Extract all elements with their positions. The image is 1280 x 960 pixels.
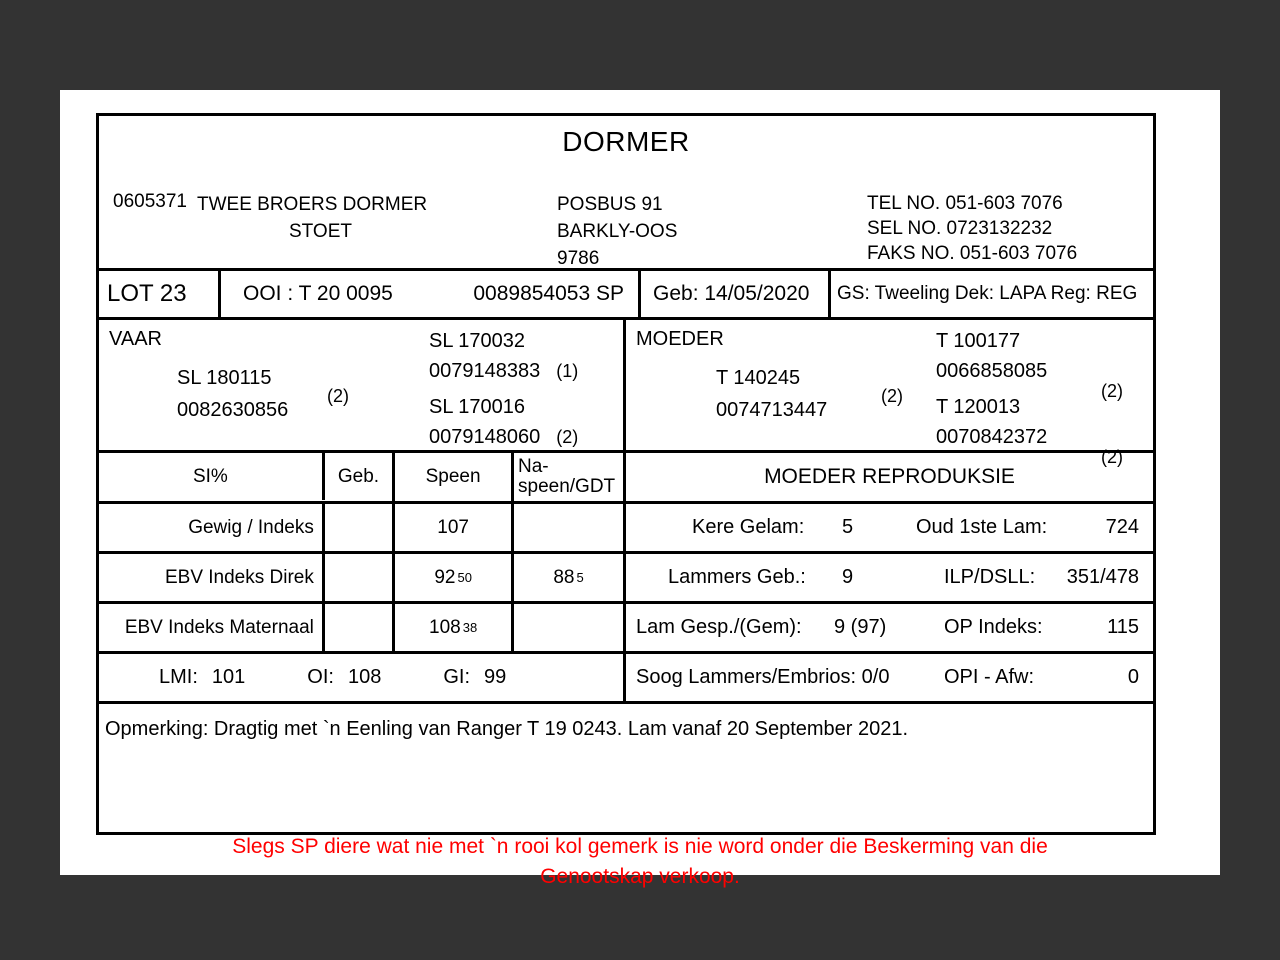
sire-dam-block [429, 392, 578, 452]
lam-gesp-value: 9 (97) [834, 616, 887, 638]
ebv-maternal-speen-value: 108 [429, 616, 461, 638]
lot-row [99, 268, 1153, 317]
repro-title: MOEDER REPRODUKSIE [626, 453, 1153, 504]
ebv-direct-speen-acc: 50 [457, 570, 472, 585]
member-code: 0605371 [113, 191, 187, 212]
ebv-direct-naspeen [514, 554, 623, 601]
ewe-id-label: OOI : T 20 0095 [243, 282, 393, 305]
fax-number: FAKS NO. 051-603 7076 [867, 243, 1078, 264]
index-table [99, 453, 626, 701]
weight-index-naspeen [514, 504, 623, 551]
address-line2: BARKLY-OOS [557, 221, 678, 242]
repro-row [626, 654, 1153, 701]
dam-id: T 140245 [716, 367, 801, 389]
sire-dam-rank: (2) [556, 427, 579, 447]
ilp-dsll-label: ILP/DSLL: [944, 566, 1036, 588]
contact-details [867, 191, 1077, 266]
dam-sire-rank: (2) [1101, 381, 1123, 401]
dam-sire-number: 0066858085 [936, 360, 1048, 382]
dam-identity [716, 362, 903, 426]
sire-id: SL 180115 [177, 367, 272, 389]
oi-label: OI: [307, 666, 334, 688]
sire-sire-id: SL 170032 [429, 330, 526, 352]
repro-row [626, 554, 1153, 604]
dam-block [626, 320, 1153, 467]
stud-name [197, 191, 427, 245]
ebv-maternal-speen-acc: 38 [462, 620, 478, 635]
birth-status: GS: Tweeling Dek: LAPA Reg: REG [837, 283, 1138, 304]
sire-sire-number: 0079148383 [429, 360, 541, 382]
ilp-dsll-value: 351/478 [1066, 566, 1139, 588]
soog-lammers-label: Soog Lammers/Embrios: 0/0 [636, 666, 890, 688]
ebv-maternal-naspeen [514, 604, 623, 651]
index-summary-row [99, 654, 623, 701]
telephone-number: TEL NO. 051-603 7076 [867, 193, 1063, 214]
footer-notice [60, 832, 1220, 892]
stud-name-line1: TWEE BROERS DORMER [197, 194, 428, 215]
animal-record-card [96, 113, 1156, 835]
dam-dam-rank: (2) [1101, 447, 1123, 467]
index-header-si: SI% [99, 453, 325, 500]
ebv-direct-naspeen-value: 88 [553, 566, 575, 588]
lot-number: LOT 23 [99, 271, 221, 317]
oud-1ste-lam-value: 724 [1105, 516, 1139, 538]
opi-afw-label: OPI - Afw: [944, 666, 1035, 688]
sire-number: 0082630856 [177, 399, 289, 421]
address-line3: 9786 [557, 248, 600, 269]
index-and-repro [99, 450, 1153, 701]
cellphone-number: SEL NO. 0723132232 [867, 218, 1053, 239]
row-label-ebv-direct: EBV Indeks Direk [99, 554, 325, 601]
header-details [99, 158, 1153, 268]
stud-name-line2: STOET [289, 221, 352, 242]
table-row [99, 554, 623, 604]
lmi-value: 101 [211, 666, 246, 688]
kere-gelam-label: Kere Gelam: [692, 516, 805, 538]
sire-title: VAAR [109, 328, 162, 350]
dam-sire-id: T 100177 [936, 330, 1021, 352]
dam-dam-block [936, 392, 1123, 467]
sire-dam-number: 0079148060 [429, 426, 541, 448]
ewe-registration-number: 0089854053 SP [473, 282, 624, 305]
opi-afw-value: 0 [1127, 666, 1139, 688]
ebv-direct-speen-value: 92 [434, 566, 456, 588]
sire-dam-id: SL 170016 [429, 396, 526, 418]
lam-gesp-label: Lam Gesp./(Gem): [636, 616, 802, 638]
dam-sire-block [936, 326, 1123, 401]
index-header-row [99, 453, 623, 504]
sire-block [99, 320, 626, 450]
oud-1ste-lam-label: Oud 1ste Lam: [916, 516, 1048, 538]
sire-sire-block [429, 326, 578, 386]
sire-rank: (2) [327, 386, 349, 406]
footer-line1: Slegs SP diere wat nie met `n rooi kol gemerk is nie word onder die Beskerming van die [232, 835, 1048, 858]
ebv-direct-naspeen-acc: 5 [576, 570, 584, 585]
index-header-naspeen: Na-speen/GDT [518, 456, 616, 497]
ewe-identity [221, 271, 641, 317]
ebv-direct-speen [395, 554, 514, 601]
lammers-geb-label: Lammers Geb.: [668, 566, 806, 588]
ebv-direct-geb [325, 554, 395, 601]
document-page [60, 90, 1220, 888]
lammers-geb-value: 9 [842, 566, 854, 588]
repro-row [626, 504, 1153, 554]
footer-line2: Genootskap verkoop. [540, 865, 740, 888]
weight-index-geb [325, 504, 395, 551]
ebv-maternal-geb [325, 604, 395, 651]
postal-address [557, 191, 677, 272]
sire-sire-rank: (1) [556, 361, 579, 381]
gi-value: 99 [484, 666, 507, 688]
repro-row [626, 604, 1153, 654]
dam-dam-number: 0070842372 [936, 426, 1048, 448]
address-line1: POSBUS 91 [557, 194, 663, 215]
op-indeks-label: OP Indeks: [944, 616, 1043, 638]
gi-label: GI: [443, 666, 470, 688]
dam-dam-id: T 120013 [936, 396, 1021, 418]
table-row [99, 604, 623, 654]
lmi-label: LMI: [159, 666, 198, 688]
kere-gelam-value: 5 [842, 516, 854, 538]
dam-rank: (2) [881, 386, 903, 406]
index-summary [99, 654, 623, 701]
remark-text: Opmerking: Dragtig met `n Eenling van Ranger T 19 0243. Lam vanaf 20 September 2021. [99, 701, 1153, 813]
table-row [99, 504, 623, 554]
mother-reproduction-panel [626, 453, 1153, 701]
dam-number: 0074713447 [716, 399, 828, 421]
dam-title: MOEDER [636, 328, 724, 350]
sire-identity [177, 362, 349, 426]
row-label-weight-index: Gewig / Indeks [99, 504, 325, 551]
op-indeks-value: 115 [1107, 616, 1139, 638]
weight-index-speen: 107 [395, 504, 514, 551]
row-label-ebv-maternal: EBV Indeks Maternaal [99, 604, 325, 651]
ebv-maternal-speen [395, 604, 514, 651]
oi-value: 108 [347, 666, 382, 688]
index-header-speen: Speen [395, 453, 514, 501]
parents-row [99, 317, 1153, 467]
index-header-geb: Geb. [325, 453, 395, 501]
birth-date: Geb: 14/05/2020 [641, 271, 831, 317]
breed-title: DORMER [562, 126, 690, 157]
